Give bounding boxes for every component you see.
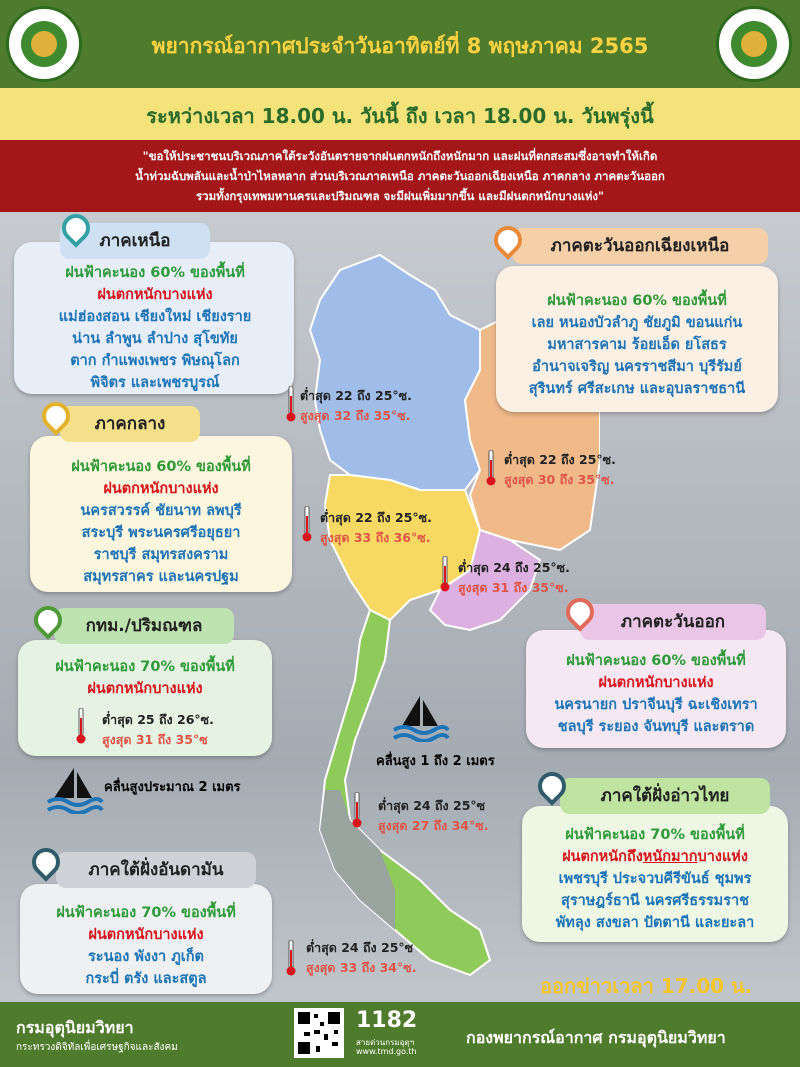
qr-code-icon[interactable] xyxy=(294,1008,344,1058)
province-line: เพชรบุรี ประจวบคีรีขันธ์ ชุมพร xyxy=(558,871,752,887)
page-title: พยากรณ์อากาศประจำวันอาทิตย์ที่ 8 พฤษภาคม 2565 xyxy=(151,34,649,58)
north-text xyxy=(20,262,290,394)
footer-dept: กรมอุตุนิยมวิทยา xyxy=(16,1018,134,1037)
province-line: สุรินทร์ ศรีสะเกษ และอุบลราชธานี xyxy=(528,381,746,397)
heavy-rain: ฝนตกหนักบางแห่ง xyxy=(97,287,213,303)
thermometer-icon xyxy=(352,792,362,828)
temp-max: สูงสุด 31 ถึง 35°ซ xyxy=(102,732,208,747)
ministry-logo xyxy=(6,6,82,82)
temp-max: สูงสุด 30 ถึง 35°ซ. xyxy=(504,472,615,487)
east-tag: ภาคตะวันออก xyxy=(580,604,766,640)
bangkok-temp xyxy=(102,710,214,750)
thermometer-icon xyxy=(286,940,296,976)
thermometer-icon xyxy=(286,386,296,422)
heavy-rain-emphasis: หนักมาก xyxy=(642,849,698,865)
warning-line: รวมทั้งกรุงเทพมหานครและปริมณฑล จะมีฝนเพิ่มมากขึ้น และมีฝนตกหนักบางแห่ง" xyxy=(195,189,605,203)
rain-chance: ฝนฟ้าคะนอง 60% ของพื้นที่ xyxy=(65,265,245,281)
province-line: มหาสารคาม ร้อยเอ็ด ยโสธร xyxy=(547,337,727,353)
province-line: สมุทรสาคร และนครปฐม xyxy=(83,569,239,585)
thermometer-icon xyxy=(486,450,496,486)
south-andaman-temp xyxy=(306,938,416,978)
temp-max: สูงสุด 27 ถึง 34°ซ. xyxy=(378,818,489,833)
province-line: พิจิตร และเพชรบูรณ์ xyxy=(90,375,220,391)
sailboat-icon xyxy=(390,692,450,742)
tmd-logo xyxy=(716,6,792,82)
map-north xyxy=(310,255,480,490)
issue-time: ออกข่าวเวลา 17.00 น. xyxy=(540,974,753,998)
central-temp xyxy=(320,508,432,548)
sailboat-icon xyxy=(44,764,104,814)
temp-max: สูงสุด 32 ถึง 35°ซ. xyxy=(300,408,411,423)
bangkok-text xyxy=(20,656,270,700)
heavy-rain: ฝนตกหนักบางแห่ง xyxy=(598,675,714,691)
footer-ministry: กระทรวงดิจิทัลเพื่อเศรษฐกิจและสังคม xyxy=(16,1042,178,1053)
thermometer-icon xyxy=(440,556,450,592)
central-tag: ภาคกลาง xyxy=(60,406,200,442)
warning-line: "ขอให้ประชาชนบริเวณภาคใต้ระวังอันตรายจากฝนตกหนักถึงหนักมาก และฝนที่ตกสะสมซึ่งอาจทำให้เกิด xyxy=(142,149,658,163)
footer-division: กองพยากรณ์อากาศ กรมอุตุนิยมวิทยา xyxy=(466,1028,726,1047)
temp-max: สูงสุด 33 ถึง 34°ซ. xyxy=(306,960,417,975)
warning-line: น้ำท่วมฉับพลันและน้ำป่าไหลหลาก ส่วนบริเวณภาคเหนือ ภาคตะวันออกเฉียงเหนือ ภาคกลาง ภาคตะวันออก xyxy=(135,169,665,183)
northeast-temp xyxy=(504,450,616,490)
rain-chance: ฝนฟ้าคะนอง 60% ของพื้นที่ xyxy=(566,653,746,669)
bangkok-tag: กทม./ปริมณฑล xyxy=(54,608,234,644)
temp-max: สูงสุด 31 ถึง 35°ซ. xyxy=(458,580,569,595)
heavy-rain-pre: ฝนตกหนักถึง xyxy=(562,849,643,865)
temp-min: ต่ำสุด 22 ถึง 25°ซ. xyxy=(320,510,432,525)
hotline-label: สายด่วนกรมอุตุฯ xyxy=(356,1038,415,1047)
wave-andaman: คลื่นสูงประมาณ 2 เมตร xyxy=(104,780,241,795)
south-gulf-tag: ภาคใต้ฝั่งอ่าวไทย xyxy=(560,778,770,814)
temp-max: สูงสุด 33 ถึง 36°ซ. xyxy=(320,530,431,545)
rain-chance: ฝนฟ้าคะนอง 70% ของพื้นที่ xyxy=(565,827,745,843)
northeast-text xyxy=(500,290,774,400)
hotline-number: 1182 xyxy=(356,1008,418,1033)
rain-chance: ฝนฟ้าคะนอง 60% ของพื้นที่ xyxy=(71,459,251,475)
temp-min: ต่ำสุด 24 ถึง 25°ซ xyxy=(378,798,486,813)
rain-chance: ฝนฟ้าคะนอง 70% ของพื้นที่ xyxy=(56,905,236,921)
province-line: นครสวรรค์ ชัยนาท ลพบุรี xyxy=(80,503,242,519)
temp-min: ต่ำสุด 24 ถึง 25°ซ. xyxy=(458,560,570,575)
wave-gulf: คลื่นสูง 1 ถึง 2 เมตร xyxy=(376,754,495,769)
northeast-tag: ภาคตะวันออกเฉียงเหนือ xyxy=(512,228,768,264)
province-line: สุราษฎร์ธานี นครศรีธรรมราช xyxy=(561,893,749,909)
province-line: ตาก กำแพงเพชร พิษณุโลก xyxy=(70,353,240,369)
thermometer-icon xyxy=(302,506,312,542)
province-line: เลย หนองบัวลำภู ชัยภูมิ ขอนแก่น xyxy=(531,315,743,331)
province-line: ระนอง พังงา ภูเก็ต xyxy=(88,949,204,965)
south-gulf-text xyxy=(524,824,786,934)
rain-chance: ฝนฟ้าคะนอง 70% ของพื้นที่ xyxy=(55,659,235,675)
province-line: พัทลุง สงขลา ปัตตานี และยะลา xyxy=(555,915,755,931)
province-line: ชลบุรี ระยอง จันทบุรี และตราด xyxy=(557,719,755,735)
central-text xyxy=(32,456,290,588)
temp-min: ต่ำสุด 22 ถึง 25°ซ. xyxy=(504,452,616,467)
province-line: สระบุรี พระนครศรีอยุธยา xyxy=(81,525,241,541)
province-line: น่าน ลำพูน ลำปาง สุโขทัย xyxy=(72,331,238,347)
province-line: อำนาจเจริญ นครราชสีมา บุรีรัมย์ xyxy=(532,359,742,375)
east-temp xyxy=(458,558,570,598)
temp-min: ต่ำสุด 24 ถึง 25°ซ xyxy=(306,940,414,955)
south-gulf-temp xyxy=(378,796,488,836)
temp-min: ต่ำสุด 22 ถึง 25°ซ. xyxy=(300,388,412,403)
province-line: กระบี่ ตรัง และสตูล xyxy=(85,971,207,987)
south-andaman-text xyxy=(22,902,270,990)
heavy-rain xyxy=(524,846,786,868)
heavy-rain: ฝนตกหนักบางแห่ง xyxy=(88,927,204,943)
forecast-period: ระหว่างเวลา 18.00 น. วันนี้ ถึง เวลา 18.00 น. วันพรุ่งนี้ xyxy=(146,104,654,128)
east-text xyxy=(528,650,784,738)
heavy-rain: ฝนตกหนักบางแห่ง xyxy=(87,681,203,697)
province-line: ราชบุรี สมุทรสงคราม xyxy=(93,547,229,563)
province-line: นครนายก ปราจีนบุรี ฉะเชิงเทรา xyxy=(554,697,758,713)
south-andaman-tag: ภาคใต้ฝั่งอันดามัน xyxy=(56,852,256,888)
map-south xyxy=(320,610,490,975)
heavy-rain-post: บางแห่ง xyxy=(697,849,748,865)
north-temp xyxy=(300,386,412,426)
north-tag: ภาคเหนือ xyxy=(60,223,210,259)
temp-min: ต่ำสุด 25 ถึง 26°ซ. xyxy=(102,712,214,727)
website-link[interactable]: www.tmd.go.th xyxy=(356,1047,417,1056)
heavy-rain: ฝนตกหนักบางแห่ง xyxy=(103,481,219,497)
warning-text xyxy=(60,146,740,206)
rain-chance: ฝนฟ้าคะนอง 60% ของพื้นที่ xyxy=(547,293,727,309)
thermometer-icon xyxy=(76,708,86,744)
province-line: แม่ฮ่องสอน เชียงใหม่ เชียงราย xyxy=(58,309,252,325)
